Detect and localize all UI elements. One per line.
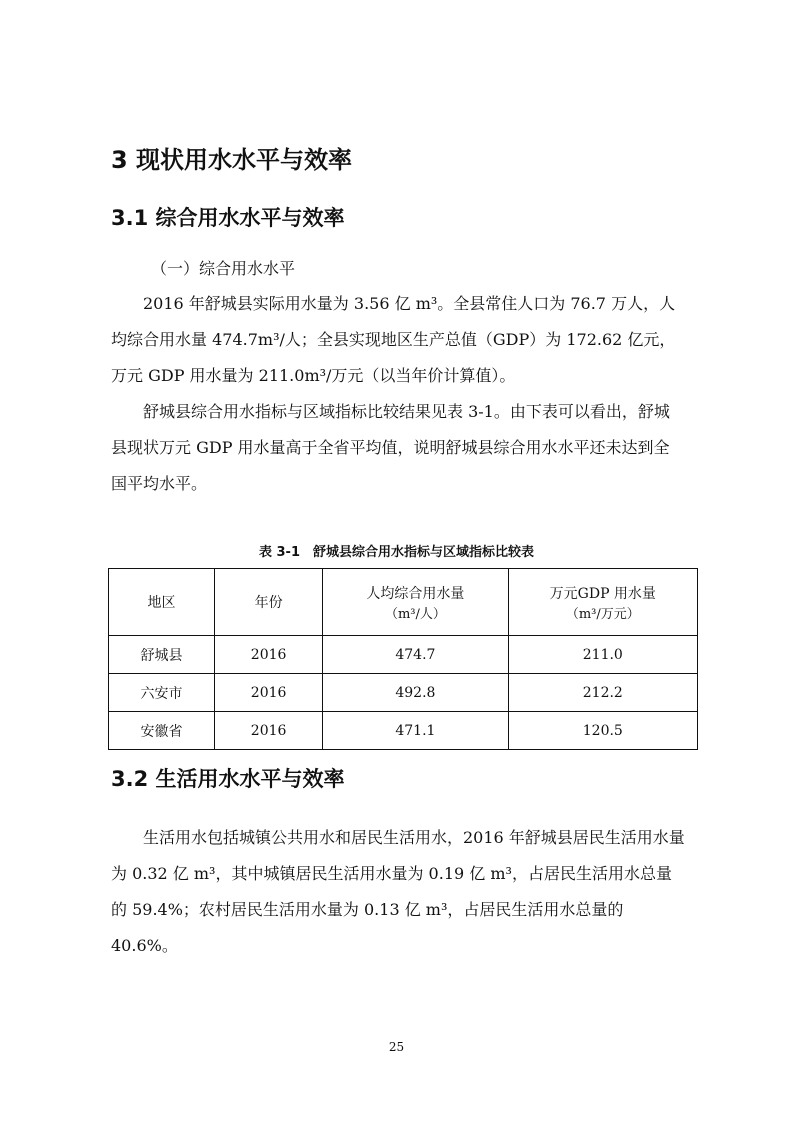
table-header-row	[109, 569, 698, 636]
comparison-table	[108, 568, 698, 750]
header-per-capita	[323, 569, 508, 636]
table-row	[109, 712, 698, 750]
table-row	[109, 636, 698, 674]
cell-region: 六安市	[109, 674, 215, 712]
header-per-capita-unit: （m³/人）	[384, 606, 446, 622]
cell-per-capita: 471.1	[323, 712, 508, 750]
subheading-comprehensive-water-use: （一）综合用水水平	[151, 259, 296, 278]
header-per-gdp	[508, 569, 697, 636]
section-heading-3-1: 3.1 综合用水水平与效率	[111, 206, 345, 230]
table-caption: 表 3-1 舒城县综合用水指标与区域指标比较表	[258, 545, 534, 560]
cell-year: 2016	[215, 712, 323, 750]
cell-per-capita: 474.7	[323, 636, 508, 674]
header-per-gdp-label: 万元GDP 用水量	[549, 585, 656, 602]
header-per-gdp-unit: （m³/万元）	[565, 606, 640, 622]
chapter-heading: 3 现状用水水平与效率	[111, 146, 353, 174]
header-per-capita-label: 人均综合用水量	[366, 585, 465, 602]
header-region: 地区	[109, 569, 215, 636]
table-row	[109, 674, 698, 712]
cell-per-gdp: 211.0	[508, 636, 697, 674]
section-heading-3-2: 3.2 生活用水水平与效率	[111, 767, 345, 791]
paragraph-domestic-water: 生活用水包括城镇公共用水和居民生活用水，2016 年舒城县居民生活用水量为 0.32 亿 m³，其中城镇居民生活用水量为 0.19 亿 m³，占居民生活用水总量的 59.4%；农村居民生活用水量为 0.13 亿 m³，占居民生活用水总量的 40.6%。	[111, 828, 685, 955]
header-year: 年份	[215, 569, 323, 636]
cell-per-gdp: 120.5	[508, 712, 697, 750]
paragraph-water-use-summary: 2016 年舒城县实际用水量为 3.56 亿 m³。全县常住人口为 76.7 万人，人均综合用水量 474.7m³/人；全县实现地区生产总值（GDP）为 172.62 亿元，万元 GDP 用水量为 211.0m³/万元（以当年价计算值）。	[111, 294, 676, 385]
cell-year: 2016	[215, 674, 323, 712]
cell-year: 2016	[215, 636, 323, 674]
cell-per-capita: 492.8	[323, 674, 508, 712]
cell-region: 安徽省	[109, 712, 215, 750]
paragraph-comparison: 舒城县综合用水指标与区域指标比较结果见表 3-1。由下表可以看出，舒城县现状万元 GDP 用水量高于全省平均值，说明舒城县综合用水水平还未达到全国平均水平。	[111, 402, 670, 493]
cell-per-gdp: 212.2	[508, 674, 697, 712]
cell-region: 舒城县	[109, 636, 215, 674]
page-number: 25	[388, 1040, 405, 1054]
